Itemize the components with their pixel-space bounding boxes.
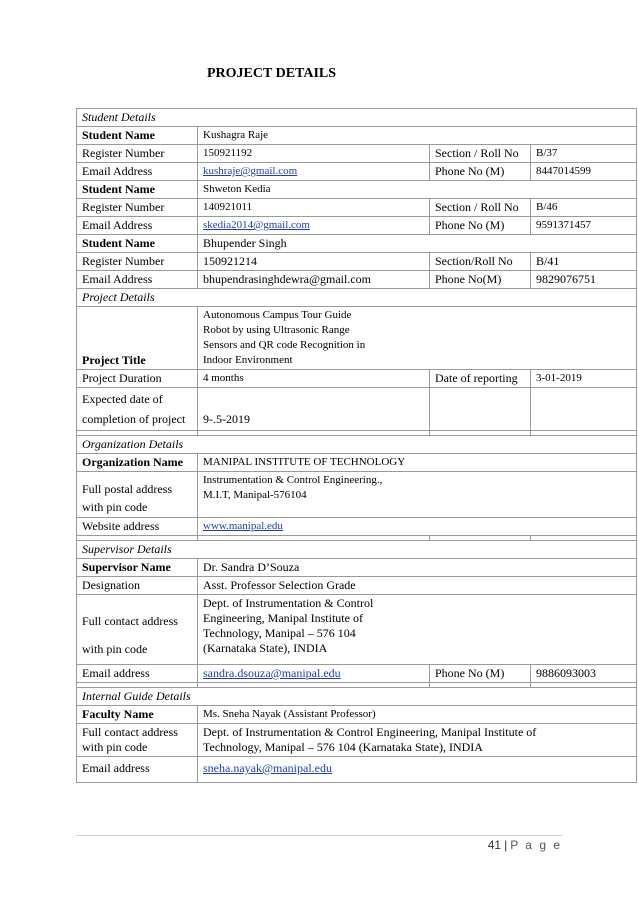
address-line: M.I.T, Manipal-576104 — [203, 489, 307, 501]
contact-line: Engineering, Manipal Institute of — [203, 611, 363, 625]
contact-line: Dept. of Instrumentation & Control — [203, 596, 374, 610]
register-row — [77, 199, 637, 217]
field-label: Supervisor Name — [77, 559, 198, 577]
org-name-row — [77, 454, 637, 472]
field-label-line: Full contact address — [82, 725, 178, 739]
supervisor-contact-row — [77, 595, 637, 665]
field-label — [77, 388, 198, 431]
faculty-name-value: Ms. Sneha Nayak (Assistant Professor) — [198, 706, 637, 724]
field-label-line: completion of project — [82, 412, 186, 426]
completion-value: 9-.5-2019 — [198, 388, 430, 431]
section-title: Project Details — [77, 289, 637, 307]
field-label: Section / Roll No — [430, 145, 531, 163]
field-label-line: with pin code — [82, 642, 148, 656]
page-title: PROJECT DETAILS — [207, 66, 337, 81]
contact-line: Technology, Manipal – 576 104 — [203, 626, 356, 640]
project-duration-row — [77, 370, 637, 388]
phone-value: 9886093003 — [531, 665, 637, 683]
guide-contact-row — [77, 724, 637, 757]
field-label: Student Name — [77, 235, 198, 253]
field-label: Email address — [77, 757, 198, 783]
email-row — [77, 163, 637, 181]
field-label: Phone No (M) — [430, 163, 531, 181]
website-row — [77, 518, 637, 536]
field-label: Email Address — [77, 217, 198, 235]
page-word: P a g e — [510, 838, 562, 852]
field-label-line: Expected date of — [82, 392, 163, 406]
field-label: Phone No (M) — [430, 217, 531, 235]
field-label: Project Duration — [77, 370, 198, 388]
field-label: Student Name — [77, 127, 198, 145]
register-row — [77, 253, 637, 271]
field-label: Organization Name — [77, 454, 198, 472]
field-label: Register Number — [77, 199, 198, 217]
address-line: Instrumentation & Control Engineering., — [203, 474, 383, 486]
student-name-row — [77, 127, 637, 145]
org-name-value: MANIPAL INSTITUTE OF TECHNOLOGY — [198, 454, 637, 472]
field-label: Project Title — [77, 307, 198, 370]
field-label — [77, 724, 198, 757]
field-label: Website address — [77, 518, 198, 536]
page-footer — [470, 838, 562, 852]
phone-value: 8447014599 — [531, 163, 637, 181]
completion-row — [77, 388, 637, 431]
field-label-line: Full contact address — [82, 614, 178, 628]
field-label-line: with pin code — [82, 500, 148, 514]
project-title-row — [77, 307, 637, 370]
field-label-line: with pin code — [82, 740, 148, 754]
guide-email-row — [77, 757, 637, 783]
section-value: B/46 — [531, 199, 637, 217]
section-title: Internal Guide Details — [77, 688, 637, 706]
supervisor-contact-value — [198, 595, 637, 665]
reporting-value: 3-01-2019 — [531, 370, 637, 388]
guide-contact-value — [198, 724, 637, 757]
faculty-name-row — [77, 706, 637, 724]
field-label: Phone No(M) — [430, 271, 531, 289]
contact-line: Technology, Manipal – 576 104 (Karnataka State), INDIA — [203, 740, 483, 754]
field-label: Register Number — [77, 253, 198, 271]
email-value: bhupendrasinghdewra@gmail.com — [198, 271, 430, 289]
field-label: Phone No (M) — [430, 665, 531, 683]
page-number: 41 — [487, 838, 502, 852]
email-link[interactable]: sneha.nayak@manipal.edu — [203, 761, 333, 775]
section-header-guide — [77, 688, 637, 706]
field-label: Email Address — [77, 271, 198, 289]
section-header-student — [77, 109, 637, 127]
register-value: 150921192 — [198, 145, 430, 163]
field-label — [77, 472, 198, 518]
section-value: B/37 — [531, 145, 637, 163]
postal-address-row — [77, 472, 637, 518]
designation-value: Asst. Professor Selection Grade — [198, 577, 637, 595]
field-label: Register Number — [77, 145, 198, 163]
section-header-organization — [77, 436, 637, 454]
email-link[interactable]: skedia2014@gmail.com — [203, 219, 310, 231]
email-link[interactable]: sandra.dsouza@manipal.edu — [203, 666, 341, 680]
field-label: Student Name — [77, 181, 198, 199]
register-value: 150921214 — [198, 253, 430, 271]
email-link[interactable]: kushraje@gmail.com — [203, 165, 298, 177]
postal-address-value — [198, 472, 637, 518]
section-title: Organization Details — [77, 436, 637, 454]
register-value: 140921011 — [198, 199, 430, 217]
website-link[interactable]: www.manipal.edu — [203, 520, 283, 532]
project-details-table — [76, 108, 637, 783]
designation-row — [77, 577, 637, 595]
student-name-value: Kushagra Raje — [198, 127, 637, 145]
student-name-row — [77, 181, 637, 199]
field-label: Faculty Name — [77, 706, 198, 724]
section-value: B/41 — [531, 253, 637, 271]
contact-line: (Karnataka State), INDIA — [203, 641, 328, 655]
student-name-value: Shweton Kedia — [198, 181, 637, 199]
field-label: Email address — [77, 665, 198, 683]
field-label — [77, 595, 198, 665]
field-label: Email Address — [77, 163, 198, 181]
phone-value: 9591371457 — [531, 217, 637, 235]
section-title: Student Details — [77, 109, 637, 127]
student-name-row — [77, 235, 637, 253]
field-label: Date of reporting — [430, 370, 531, 388]
contact-line: Dept. of Instrumentation & Control Engineering, Manipal Institute of — [203, 725, 537, 739]
section-header-supervisor — [77, 541, 637, 559]
register-row — [77, 145, 637, 163]
phone-value: 9829076751 — [531, 271, 637, 289]
footer-divider — [76, 835, 562, 836]
section-header-project — [77, 289, 637, 307]
supervisor-name-row — [77, 559, 637, 577]
footer-separator: | — [504, 838, 508, 852]
field-label: Section / Roll No — [430, 199, 531, 217]
duration-value: 4 months — [198, 370, 430, 388]
field-label-line: Full postal address — [82, 482, 172, 496]
supervisor-name-value: Dr. Sandra D’Souza — [198, 559, 637, 577]
email-row — [77, 271, 637, 289]
section-title: Supervisor Details — [77, 541, 637, 559]
project-title-value: Autonomous Campus Tour Guide Robot by using Ultrasonic Range Sensors and QR code Recognition in Indoor Environment — [198, 307, 637, 370]
field-label: Designation — [77, 577, 198, 595]
field-label: Section/Roll No — [430, 253, 531, 271]
supervisor-email-row — [77, 665, 637, 683]
email-row — [77, 217, 637, 235]
student-name-value: Bhupender Singh — [198, 235, 637, 253]
